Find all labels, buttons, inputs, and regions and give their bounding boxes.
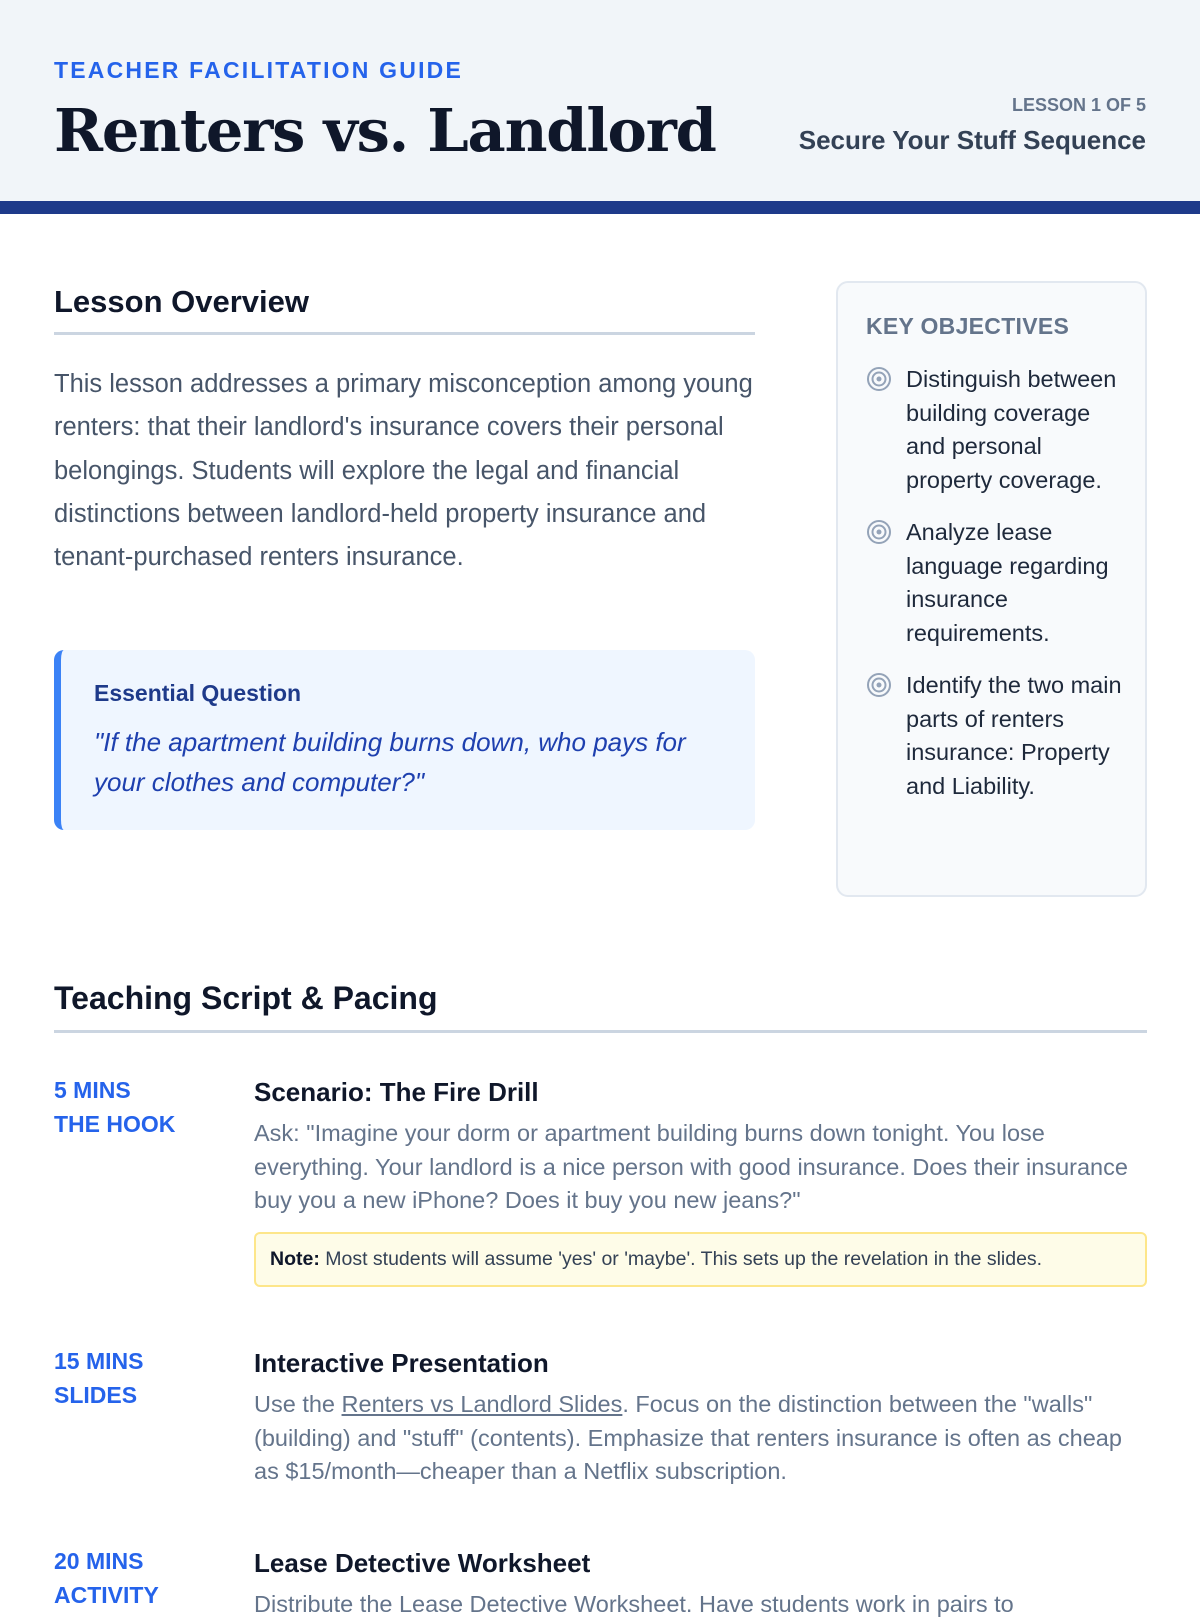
overview-divider bbox=[54, 332, 755, 335]
essential-question-box bbox=[54, 650, 755, 830]
row-body bbox=[254, 1074, 1147, 1287]
objectives-list bbox=[866, 363, 1134, 822]
row-body bbox=[254, 1545, 1147, 1622]
essential-question-label: Essential Question bbox=[94, 680, 302, 706]
row-time bbox=[54, 1545, 244, 1612]
objective-text: Identify the two main parts of renters insurance: Property and Liability. bbox=[906, 672, 1122, 799]
note-text: Most students will assume 'yes' or 'maybe'. This sets up the revelation in the slides. bbox=[319, 1247, 1043, 1270]
target-icon bbox=[866, 672, 892, 698]
target-icon bbox=[866, 519, 892, 545]
row-text-end: . Focus on the distinction between the "walls" (building) and "stuff" (contents). Emphasize that renters insurance is often as cheap as $15/month—cheaper than a Netflix subscription. bbox=[254, 1391, 1122, 1484]
teacher-note bbox=[254, 1232, 1147, 1287]
overview-heading: Lesson Overview bbox=[54, 284, 310, 319]
row-duration: 5 MINS bbox=[54, 1077, 131, 1103]
row-phase: SLIDES bbox=[54, 1381, 138, 1408]
target-icon bbox=[866, 366, 892, 392]
script-divider bbox=[54, 1030, 1147, 1033]
key-objectives-heading: KEY OBJECTIVES bbox=[866, 313, 1070, 339]
lesson-number: LESSON 1 OF 5 bbox=[1011, 95, 1146, 115]
objective-text: Distinguish between building coverage and personal property coverage. bbox=[906, 366, 1117, 493]
row-text-start: Use the bbox=[254, 1391, 342, 1417]
row-time bbox=[54, 1345, 244, 1412]
row-title: Lease Detective Worksheet bbox=[254, 1548, 591, 1578]
note-label: Note: bbox=[270, 1247, 320, 1270]
row-title: Scenario: The Fire Drill bbox=[254, 1077, 539, 1107]
script-heading: Teaching Script & Pacing bbox=[54, 980, 438, 1016]
row-duration: 15 MINS bbox=[54, 1348, 144, 1374]
sequence-name: Secure Your Stuff Sequence bbox=[798, 125, 1146, 155]
row-duration: 20 MINS bbox=[54, 1548, 144, 1574]
row-text: Distribute the Lease Detective Worksheet. Have students work in pairs to bbox=[254, 1591, 1014, 1617]
row-text bbox=[254, 1388, 1147, 1489]
guide-kicker: TEACHER FACILITATION GUIDE bbox=[54, 57, 464, 83]
key-objectives-panel bbox=[836, 281, 1147, 897]
page-title: Renters vs. Landlord bbox=[54, 96, 716, 165]
row-phase: ACTIVITY bbox=[54, 1581, 159, 1608]
slides-link[interactable]: Renters vs Landlord Slides bbox=[341, 1391, 623, 1417]
row-text: Ask: "Imagine your dorm or apartment building burns down tonight. You lose everything. Your landlord is a nice person with good insurance. Does their insurance buy you a new iPhone? Does it buy you new jeans?" bbox=[254, 1120, 1128, 1213]
row-title: Interactive Presentation bbox=[254, 1348, 549, 1378]
objective-text: Analyze lease language regarding insurance requirements. bbox=[906, 519, 1109, 646]
objective-item bbox=[866, 669, 1134, 803]
overview-text: This lesson addresses a primary misconception among young renters: that their landlord's insurance covers their personal belongings. Students will explore the legal and financial distinctions between landlord-held property insurance and tenant-purchased renters insurance. bbox=[54, 370, 753, 572]
row-body bbox=[254, 1345, 1147, 1489]
objective-item bbox=[866, 363, 1134, 497]
objective-item bbox=[866, 516, 1134, 650]
essential-question-quote: "If the apartment building burns down, who pays for your clothes and computer?" bbox=[94, 727, 686, 797]
page-header bbox=[0, 0, 1200, 214]
row-phase: THE HOOK bbox=[54, 1110, 176, 1137]
row-time bbox=[54, 1074, 244, 1141]
